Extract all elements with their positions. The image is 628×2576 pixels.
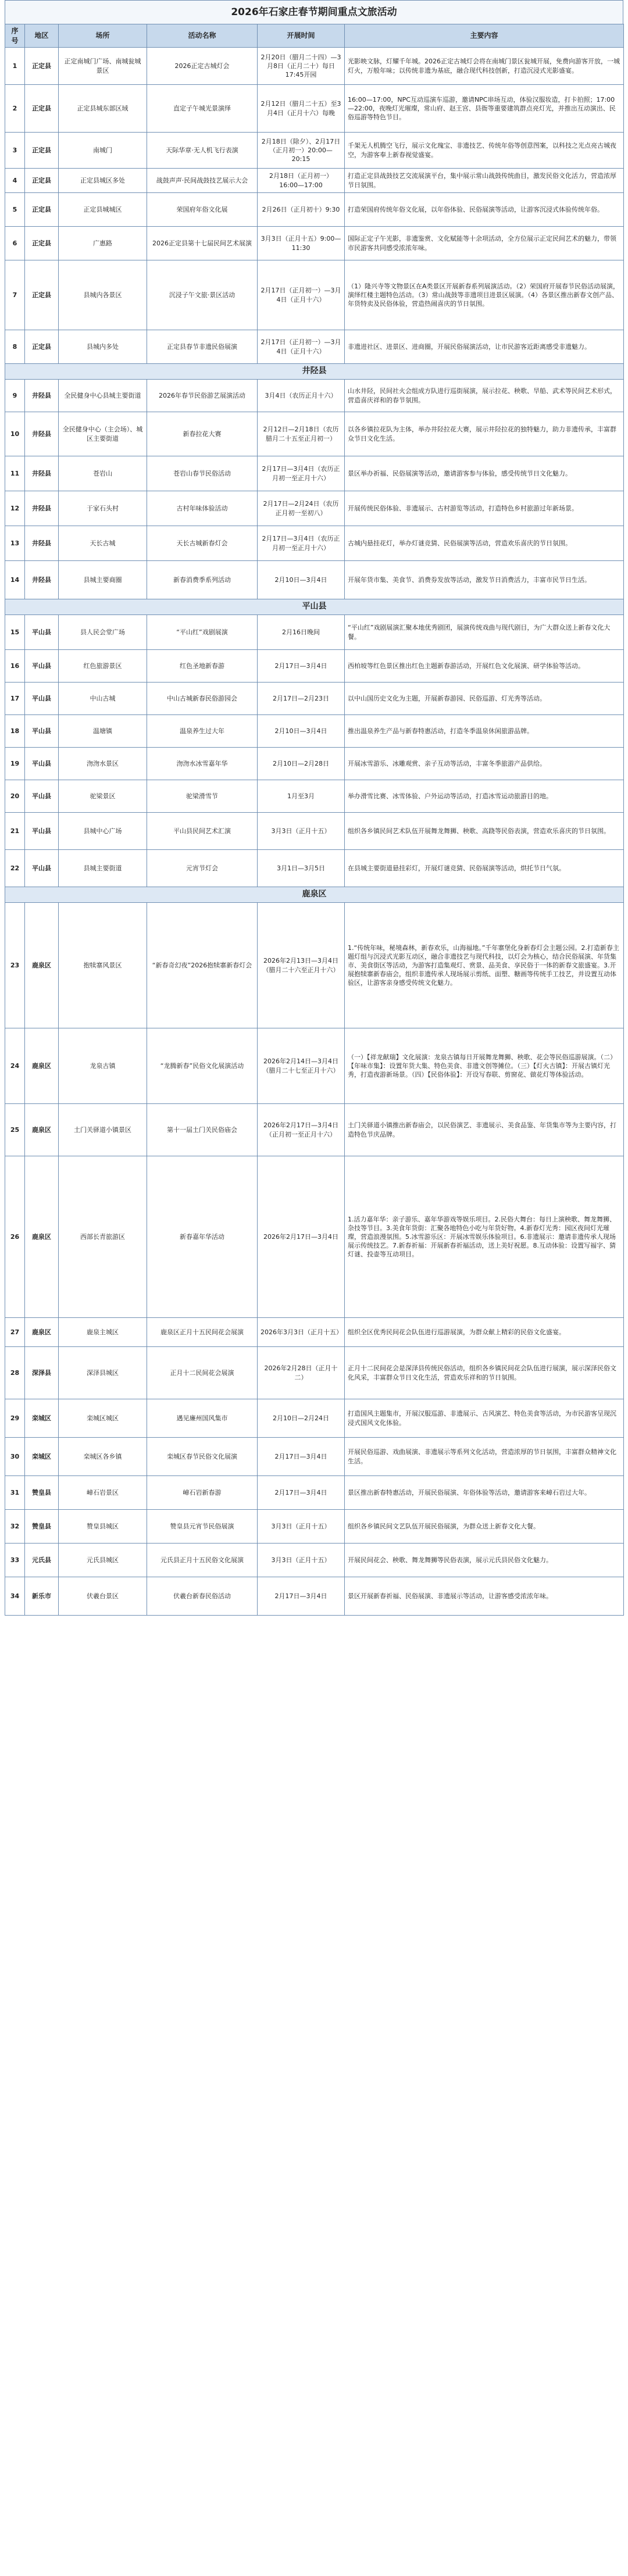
cell-no: 14 — [5, 561, 25, 599]
cell-venue: 正定南城门广场、南城瓮城景区 — [59, 48, 147, 85]
cell-county: 赞皇县 — [25, 1510, 59, 1544]
cell-county: 栾城区 — [25, 1399, 59, 1438]
table-row — [5, 1347, 624, 1399]
cell-activity-name: 沕沕水冰雪嘉年华 — [147, 748, 258, 780]
cell-activity-name: 天长古城新春灯会 — [147, 526, 258, 561]
cell-no: 25 — [5, 1104, 25, 1156]
table-row — [5, 193, 624, 227]
cell-content: 光影映文脉，灯耀千年城。2026正定古城灯会将在南城门景区瓮城开展，免费向游客开放，一城灯火，万般年味；以传统非遗为基底，融合现代科技创新，打造沉浸式光影盛宴。 — [345, 48, 624, 85]
cell-content: 推出温泉养生产品与新春特惠活动，打造冬季温泉休闲旅游品牌。 — [345, 715, 624, 748]
cell-activity-name: 新春消费季系列活动 — [147, 561, 258, 599]
cell-no: 22 — [5, 850, 25, 887]
cell-county: 井陉县 — [25, 491, 59, 526]
cell-activity-name: 鹿泉区正月十五民间花会展演 — [147, 1318, 258, 1347]
cell-content: 景区开展新春祈福、民俗展演、非遗展示等活动，让游客感受浓浓年味。 — [345, 1577, 624, 1616]
cell-county: 鹿泉区 — [25, 1028, 59, 1104]
cell-activity-name: 2026正定县第十七届民间艺术展演 — [147, 227, 258, 260]
cell-content: （一）【祥龙献瑞】文化展演：龙泉古镇每日开展舞龙舞狮、秧歌、花会等民俗巡游展演。（二）【年味市集】：设置年货大集、特色美食、非遗文创等摊位。（三）【灯火古镇】：开展古镇灯光秀，打造夜游新场景。（四）【民俗体验】：开设写春联、剪窗花、做花灯等体验活动。 — [345, 1028, 624, 1104]
cell-county: 正定县 — [25, 48, 59, 85]
cell-activity-name: 古村年味体验活动 — [147, 491, 258, 526]
table-body — [5, 48, 624, 1616]
cell-county: 鹿泉区 — [25, 1318, 59, 1347]
cell-no: 18 — [5, 715, 25, 748]
cell-no: 26 — [5, 1156, 25, 1318]
region-header: 平山县 — [5, 599, 624, 615]
cell-venue: 土门关驿道小镇景区 — [59, 1104, 147, 1156]
cell-time: 2月10日—2月28日 — [258, 748, 345, 780]
cell-activity-name: 平山县民间艺术汇演 — [147, 813, 258, 850]
cell-activity-name: 中山古城新春民俗游园会 — [147, 683, 258, 715]
activity-table — [5, 24, 624, 1616]
cell-no: 34 — [5, 1577, 25, 1616]
cell-time: 2月18日（正月初一）16:00—17:00 — [258, 169, 345, 193]
cell-activity-name: “龙腾新春”民俗文化展演活动 — [147, 1028, 258, 1104]
cell-no: 20 — [5, 780, 25, 813]
cell-county: 平山县 — [25, 683, 59, 715]
table-row — [5, 683, 624, 715]
cell-no: 5 — [5, 193, 25, 227]
cell-time: 2026年2月14日—3月4日（腊月二十七至正月十六） — [258, 1028, 345, 1104]
table-row — [5, 412, 624, 456]
cell-time: 2026年3月3日（正月十五） — [258, 1318, 345, 1347]
cell-time: 2月20日（腊月二十四）—3月8日（正月二十）每日17:45开园 — [258, 48, 345, 85]
cell-county: 鹿泉区 — [25, 1156, 59, 1318]
cell-activity-name: 苍岩山春节民俗活动 — [147, 456, 258, 491]
cell-no: 27 — [5, 1318, 25, 1347]
cell-county: 栾城区 — [25, 1438, 59, 1476]
cell-time: 2月17日（正月初一）—3月4日（正月十六） — [258, 260, 345, 330]
cell-activity-name: 元宵节灯会 — [147, 850, 258, 887]
cell-no: 6 — [5, 227, 25, 260]
cell-no: 2 — [5, 85, 25, 133]
cell-time: 3月3日（正月十五） — [258, 813, 345, 850]
cell-no: 1 — [5, 48, 25, 85]
table-row — [5, 1399, 624, 1438]
table-row — [5, 1577, 624, 1616]
cell-content: 打造荣国府传统年俗文化展，以年俗体验、民俗展演等活动，让游客沉浸式体验传统年俗。 — [345, 193, 624, 227]
cell-venue: 全民健身中心（主会场）、城区主要街道 — [59, 412, 147, 456]
table-row — [5, 1318, 624, 1347]
cell-venue: 县城主要街道 — [59, 850, 147, 887]
cell-content: 正月十二民间花会是深泽县传统民俗活动，组织各乡镇民间花会队伍进行展演，展示深泽民俗文化风采，丰富群众节日文化生活，营造欢乐祥和的节日氛围。 — [345, 1347, 624, 1399]
table-row — [5, 85, 624, 133]
cell-no: 12 — [5, 491, 25, 526]
cell-time: 2026年2月13日—3月4日（腊月二十六至正月十六） — [258, 903, 345, 1028]
cell-activity-name: “平山红”戏剧展演 — [147, 615, 258, 650]
cell-content: 举办滑雪比赛、冰雪体验、户外运动等活动，打造冰雪运动旅游目的地。 — [345, 780, 624, 813]
cell-county: 正定县 — [25, 169, 59, 193]
cell-content: 山水井陉，民间社火会组成方队进行巡街展演，展示拉花、秧歌、旱船、武术等民间艺术形式，营造喜庆祥和的春节氛围。 — [345, 380, 624, 412]
table-row — [5, 780, 624, 813]
cell-county: 正定县 — [25, 193, 59, 227]
cell-content: 西柏坡等红色景区推出红色主题新春游活动，开展红色文化展演、研学体验等活动。 — [345, 650, 624, 683]
cell-activity-name: 温泉养生过大年 — [147, 715, 258, 748]
cell-activity-name: 红色圣地新春游 — [147, 650, 258, 683]
cell-content: 以各乡镇拉花队为主体，举办井陉拉花大赛，展示井陉拉花的独特魅力，助力非遗传承，丰富群众节日文化生活。 — [345, 412, 624, 456]
cell-content: 打造正定县战鼓技艺交流展演平台，集中展示常山战鼓传统曲目，激发民俗文化活力，营造浓厚节日氛围。 — [345, 169, 624, 193]
cell-activity-name: “新春奇幻夜”2026抱犊寨新春灯会 — [147, 903, 258, 1028]
cell-venue: 南城门 — [59, 133, 147, 169]
header-venue: 场所 — [59, 24, 147, 48]
table-row — [5, 813, 624, 850]
cell-venue: 嶂石岩景区 — [59, 1476, 147, 1510]
cell-no: 17 — [5, 683, 25, 715]
cell-time: 2月26日（正月初十）9:30 — [258, 193, 345, 227]
cell-content: 1.“传统年味，秘境森林，新春欢乐，山海福地。”千年寨堡化身新春灯会主题公园。2.打造新春主题灯组与沉浸式光影互动区，融合非遗技艺与现代科技，以灯会为核心，结合民俗展演、年货集市、美食街区等活动，为游客打造集观灯、赏景、品美食、享民俗于一体的新春文旅盛宴。3.开展抱犊寨新春庙会，组织非遗传承人现场展示剪纸、面塑、糖画等传统手工技艺，并设置互动体验区，让游客亲身感受传统文化魅力。 — [345, 903, 624, 1028]
cell-content: 以中山国历史文化为主题，开展新春游园、民俗巡游、灯光秀等活动。 — [345, 683, 624, 715]
cell-no: 32 — [5, 1510, 25, 1544]
cell-no: 9 — [5, 380, 25, 412]
cell-no: 30 — [5, 1438, 25, 1476]
cell-venue: 赞皇县城区 — [59, 1510, 147, 1544]
cell-venue: 广惠路 — [59, 227, 147, 260]
cell-venue: 县人民会堂广场 — [59, 615, 147, 650]
cell-no: 33 — [5, 1544, 25, 1577]
cell-activity-name: 嶂石岩新春游 — [147, 1476, 258, 1510]
cell-time: 2月10日—2月24日 — [258, 1399, 345, 1438]
cell-content: 开展传统民俗体验、非遗展示、古村游览等活动，打造特色乡村旅游过年新场景。 — [345, 491, 624, 526]
header-county: 地区 — [25, 24, 59, 48]
cell-activity-name: 沉浸子午文旅·景区活动 — [147, 260, 258, 330]
cell-venue: 县城中心广场 — [59, 813, 147, 850]
cell-no: 31 — [5, 1476, 25, 1510]
cell-time: 1月至3月 — [258, 780, 345, 813]
table-row — [5, 615, 624, 650]
cell-no: 10 — [5, 412, 25, 456]
cell-county: 平山县 — [25, 780, 59, 813]
region-header-row — [5, 599, 624, 615]
cell-county: 正定县 — [25, 133, 59, 169]
cell-content: 景区举办祈福、民俗展演等活动，邀请游客参与体验，感受传统节日文化魅力。 — [345, 456, 624, 491]
cell-venue: 元氏县城区 — [59, 1544, 147, 1577]
table-row — [5, 260, 624, 330]
cell-county: 鹿泉区 — [25, 903, 59, 1028]
cell-content: （1）隆兴寺等文物景区在A类景区开展新春系列展演活动。（2）荣国府开展春节民俗活动展演，演绎红楼主题特色活动。（3）常山战鼓等非遗项目进景区展演。（4）各景区推出新春文创产品、年货特卖及民俗体验，营造热闹喜庆的节日氛围。 — [345, 260, 624, 330]
table-row — [5, 748, 624, 780]
region-header-row — [5, 887, 624, 903]
cell-time: 3月4日（农历正月十六） — [258, 380, 345, 412]
cell-content: 打造国风主题集市，开展汉服巡游、非遗展示、古风演艺、特色美食等活动，为市民游客呈现沉浸式国风文化体验。 — [345, 1399, 624, 1438]
cell-county: 平山县 — [25, 615, 59, 650]
cell-venue: 抱犊寨风景区 — [59, 903, 147, 1028]
table-row — [5, 1104, 624, 1156]
table-row — [5, 1544, 624, 1577]
cell-no: 8 — [5, 330, 25, 364]
cell-county: 井陉县 — [25, 456, 59, 491]
cell-venue: 鹿泉主城区 — [59, 1318, 147, 1347]
header-no: 序号 — [5, 24, 25, 48]
cell-content: 在县城主要街道悬挂彩灯，开展灯谜竞猜、民俗展演等活动，烘托节日气氛。 — [345, 850, 624, 887]
cell-venue: 天长古城 — [59, 526, 147, 561]
cell-county: 正定县 — [25, 260, 59, 330]
cell-county: 正定县 — [25, 330, 59, 364]
table-row — [5, 491, 624, 526]
cell-content: 1.活力嘉年华：亲子游乐、嘉年华游戏等娱乐项目。2.民俗大舞台：每日上演秧歌、舞龙舞狮、杂技等节目。3.美食年货街：汇聚各地特色小吃与年货好物。4.新春灯光秀：园区夜间灯光璀璨，营造浪漫氛围。5.冰雪游乐区：开展冰雪娱乐体验项目。6.非遗展示：邀请非遗传承人现场展示传统技艺。7.新春祈福：开展新春祈福活动，送上美好祝愿。8.互动体验：设置写福字、猜灯谜、投壶等互动项目。 — [345, 1156, 624, 1318]
cell-county: 井陉县 — [25, 380, 59, 412]
table-row — [5, 650, 624, 683]
header-activity-name: 活动名称 — [147, 24, 258, 48]
cell-content: 开展冰雪游乐、冰雕观赏、亲子互动等活动，丰富冬季旅游产品供给。 — [345, 748, 624, 780]
cell-venue: 苍岩山 — [59, 456, 147, 491]
table-row — [5, 456, 624, 491]
document — [5, 0, 623, 1616]
cell-content: 16:00—17:00，NPC互动巡演车巡游，邀请NPC串场互动，体验汉服妆造，打卡拍照；17:00—22:00，夜晚灯光璀璨，常山府、赵王宫、县衙等重要建筑群点亮灯光，并推出互动演出、民俗巡游等特色节目。 — [345, 85, 624, 133]
cell-content: “平山红”戏剧展演汇聚本地优秀剧团，展演传统戏曲与现代剧目，为广大群众送上新春文化大餐。 — [345, 615, 624, 650]
cell-content: 千架无人机腾空飞行，展示文化瑰宝、非遗技艺、传统年俗等创意图案，以科技之光点亮古城夜空，为游客奉上新春视觉盛宴。 — [345, 133, 624, 169]
cell-time: 2月17日—3月4日（农历正月初一至正月十六） — [258, 526, 345, 561]
cell-time: 2月17日—3月4日（农历正月初一至正月十六） — [258, 456, 345, 491]
cell-venue: 栾城区各乡镇 — [59, 1438, 147, 1476]
cell-activity-name: 2026正定古城灯会 — [147, 48, 258, 85]
header-time: 开展时间 — [258, 24, 345, 48]
cell-time: 2月10日—3月4日 — [258, 715, 345, 748]
cell-venue: 西部长青旅游区 — [59, 1156, 147, 1318]
cell-content: 非遗进社区、进景区、进商圈，开展民俗展演活动，让市民游客近距离感受非遗魅力。 — [345, 330, 624, 364]
cell-no: 19 — [5, 748, 25, 780]
cell-activity-name: 正月十二民间花会展演 — [147, 1347, 258, 1399]
cell-no: 13 — [5, 526, 25, 561]
cell-time: 2月17日—2月23日 — [258, 683, 345, 715]
table-row — [5, 1028, 624, 1104]
cell-content: 组织全区优秀民间花会队伍进行巡游展演，为群众献上精彩的民俗文化盛宴。 — [345, 1318, 624, 1347]
cell-time: 2月17日—3月4日 — [258, 1476, 345, 1510]
cell-time: 2月17日—3月4日 — [258, 1577, 345, 1616]
cell-county: 正定县 — [25, 85, 59, 133]
table-row — [5, 330, 624, 364]
cell-county: 平山县 — [25, 813, 59, 850]
cell-time: 2026年2月17日—3月4日（正月初一至正月十六） — [258, 1104, 345, 1156]
cell-no: 28 — [5, 1347, 25, 1399]
cell-content: 开展年货市集、美食节、消费券发放等活动，激发节日消费活力，丰富市民节日生活。 — [345, 561, 624, 599]
cell-venue: 县城主要商圈 — [59, 561, 147, 599]
cell-time: 2月17日—3月4日 — [258, 650, 345, 683]
cell-content: 开展民俗巡游、戏曲展演、非遗展示等系列文化活动，营造浓厚的节日氛围，丰富群众精神文化生活。 — [345, 1438, 624, 1476]
cell-time: 2026年2月28日（正月十二） — [258, 1347, 345, 1399]
region-header: 井陉县 — [5, 364, 624, 380]
cell-content: 土门关驿道小镇推出新春庙会，以民俗演艺、非遗展示、美食品鉴、年货集市等为主要内容，打造特色节庆品牌。 — [345, 1104, 624, 1156]
cell-activity-name: 第十一届土门关民俗庙会 — [147, 1104, 258, 1156]
header-content: 主要内容 — [345, 24, 624, 48]
cell-venue: 县城内多处 — [59, 330, 147, 364]
cell-county: 元氏县 — [25, 1544, 59, 1577]
cell-venue: 伏羲台景区 — [59, 1577, 147, 1616]
cell-venue: 栾城区城区 — [59, 1399, 147, 1438]
cell-activity-name: 遇见廉州国风集市 — [147, 1399, 258, 1438]
table-row — [5, 526, 624, 561]
cell-content: 景区推出新春特惠活动，开展民俗展演、年俗体验等活动，邀请游客来嶂石岩过大年。 — [345, 1476, 624, 1510]
cell-venue: 正定县城城区 — [59, 193, 147, 227]
cell-time: 2月17日—2月24日（农历正月初一至初八） — [258, 491, 345, 526]
cell-county: 井陉县 — [25, 526, 59, 561]
table-row — [5, 903, 624, 1028]
cell-activity-name: 栾城区春节民俗文化展演 — [147, 1438, 258, 1476]
cell-activity-name: 正定县春节非遗民俗展演 — [147, 330, 258, 364]
cell-venue: 驼梁景区 — [59, 780, 147, 813]
table-row — [5, 850, 624, 887]
cell-content: 组织各乡镇民间文艺队伍开展民俗展演，为群众送上新春文化大餐。 — [345, 1510, 624, 1544]
cell-no: 21 — [5, 813, 25, 850]
cell-no: 11 — [5, 456, 25, 491]
cell-venue: 于家石头村 — [59, 491, 147, 526]
cell-content: 开展民间花会、秧歌、舞龙舞狮等民俗表演，展示元氏县民俗文化魅力。 — [345, 1544, 624, 1577]
table-row — [5, 48, 624, 85]
cell-activity-name: 元氏县正月十五民俗文化展演 — [147, 1544, 258, 1577]
cell-no: 15 — [5, 615, 25, 650]
cell-county: 赞皇县 — [25, 1476, 59, 1510]
table-row — [5, 561, 624, 599]
cell-activity-name: 赞皇县元宵节民俗展演 — [147, 1510, 258, 1544]
cell-time: 2月12日（腊月二十五）至3月4日（正月十六）每晚 — [258, 85, 345, 133]
cell-activity-name: 荣国府年俗文化展 — [147, 193, 258, 227]
cell-county: 鹿泉区 — [25, 1104, 59, 1156]
cell-no: 7 — [5, 260, 25, 330]
table-row — [5, 715, 624, 748]
cell-venue: 温塘镇 — [59, 715, 147, 748]
cell-activity-name: 新春嘉年华活动 — [147, 1156, 258, 1318]
cell-time: 2月17日（正月初一）—3月4日（正月十六） — [258, 330, 345, 364]
table-row — [5, 1510, 624, 1544]
cell-county: 深泽县 — [25, 1347, 59, 1399]
cell-venue: 县城内各景区 — [59, 260, 147, 330]
cell-venue: 龙泉古镇 — [59, 1028, 147, 1104]
cell-activity-name: 战鼓声声·民间战鼓技艺展示大会 — [147, 169, 258, 193]
cell-activity-name: 伏羲台新春民俗活动 — [147, 1577, 258, 1616]
cell-county: 平山县 — [25, 850, 59, 887]
cell-activity-name: 直定子午城光景演绎 — [147, 85, 258, 133]
table-row — [5, 380, 624, 412]
cell-time: 2026年2月17日—3月4日 — [258, 1156, 345, 1318]
cell-venue: 深泽县城区 — [59, 1347, 147, 1399]
table-row — [5, 1156, 624, 1318]
cell-county: 井陉县 — [25, 412, 59, 456]
cell-activity-name: 天际华章·无人机飞行表演 — [147, 133, 258, 169]
cell-time: 3月3日（正月十五） — [258, 1510, 345, 1544]
cell-county: 平山县 — [25, 650, 59, 683]
cell-no: 4 — [5, 169, 25, 193]
cell-time: 3月3日（正月十五） — [258, 1544, 345, 1577]
cell-county: 正定县 — [25, 227, 59, 260]
document-title: 2026年石家庄春节期间重点文旅活动 — [5, 0, 623, 24]
cell-county: 新乐市 — [25, 1577, 59, 1616]
cell-venue: 正定县城区多处 — [59, 169, 147, 193]
cell-venue: 正定县城东部区域 — [59, 85, 147, 133]
table-row — [5, 1476, 624, 1510]
cell-time: 2月10日—3月4日 — [258, 561, 345, 599]
cell-content: 国际正定子午光影，非遗鉴赏、文化赋能等十余项活动，全方位展示正定民间艺术的魅力，带领市民游客共同感受浓浓年味。 — [345, 227, 624, 260]
table-row — [5, 133, 624, 169]
cell-county: 平山县 — [25, 715, 59, 748]
cell-content: 古城内悬挂花灯，举办灯谜竞猜、民俗展演等活动，营造欢乐喜庆的节日氛围。 — [345, 526, 624, 561]
cell-county: 井陉县 — [25, 561, 59, 599]
cell-activity-name: 新春拉花大赛 — [147, 412, 258, 456]
cell-time: 2月18日（除夕）、2月17日（正月初一）20:00—20:15 — [258, 133, 345, 169]
table-row — [5, 227, 624, 260]
cell-time: 2月12日—2月18日（农历腊月二十五至正月初一） — [258, 412, 345, 456]
cell-activity-name: 驼梁滑雪节 — [147, 780, 258, 813]
cell-no: 23 — [5, 903, 25, 1028]
cell-venue: 红色旅游景区 — [59, 650, 147, 683]
cell-no: 16 — [5, 650, 25, 683]
table-row — [5, 1438, 624, 1476]
cell-activity-name: 2026年春节民俗游艺展演活动 — [147, 380, 258, 412]
cell-venue: 全民健身中心县城主要街道 — [59, 380, 147, 412]
cell-no: 3 — [5, 133, 25, 169]
cell-venue: 沕沕水景区 — [59, 748, 147, 780]
cell-content: 组织各乡镇民间艺术队伍开展舞龙舞狮、秧歌、高跷等民俗表演，营造欢乐喜庆的节日氛围。 — [345, 813, 624, 850]
cell-venue: 中山古城 — [59, 683, 147, 715]
region-header: 鹿泉区 — [5, 887, 624, 903]
cell-time: 2月16日晚间 — [258, 615, 345, 650]
cell-no: 24 — [5, 1028, 25, 1104]
cell-time: 3月3日（正月十五）9:00—11:30 — [258, 227, 345, 260]
table-header-row — [5, 24, 624, 48]
region-header-row — [5, 364, 624, 380]
cell-county: 平山县 — [25, 748, 59, 780]
cell-time: 3月1日—3月5日 — [258, 850, 345, 887]
cell-no: 29 — [5, 1399, 25, 1438]
cell-time: 2月17日—3月4日 — [258, 1438, 345, 1476]
table-row — [5, 169, 624, 193]
